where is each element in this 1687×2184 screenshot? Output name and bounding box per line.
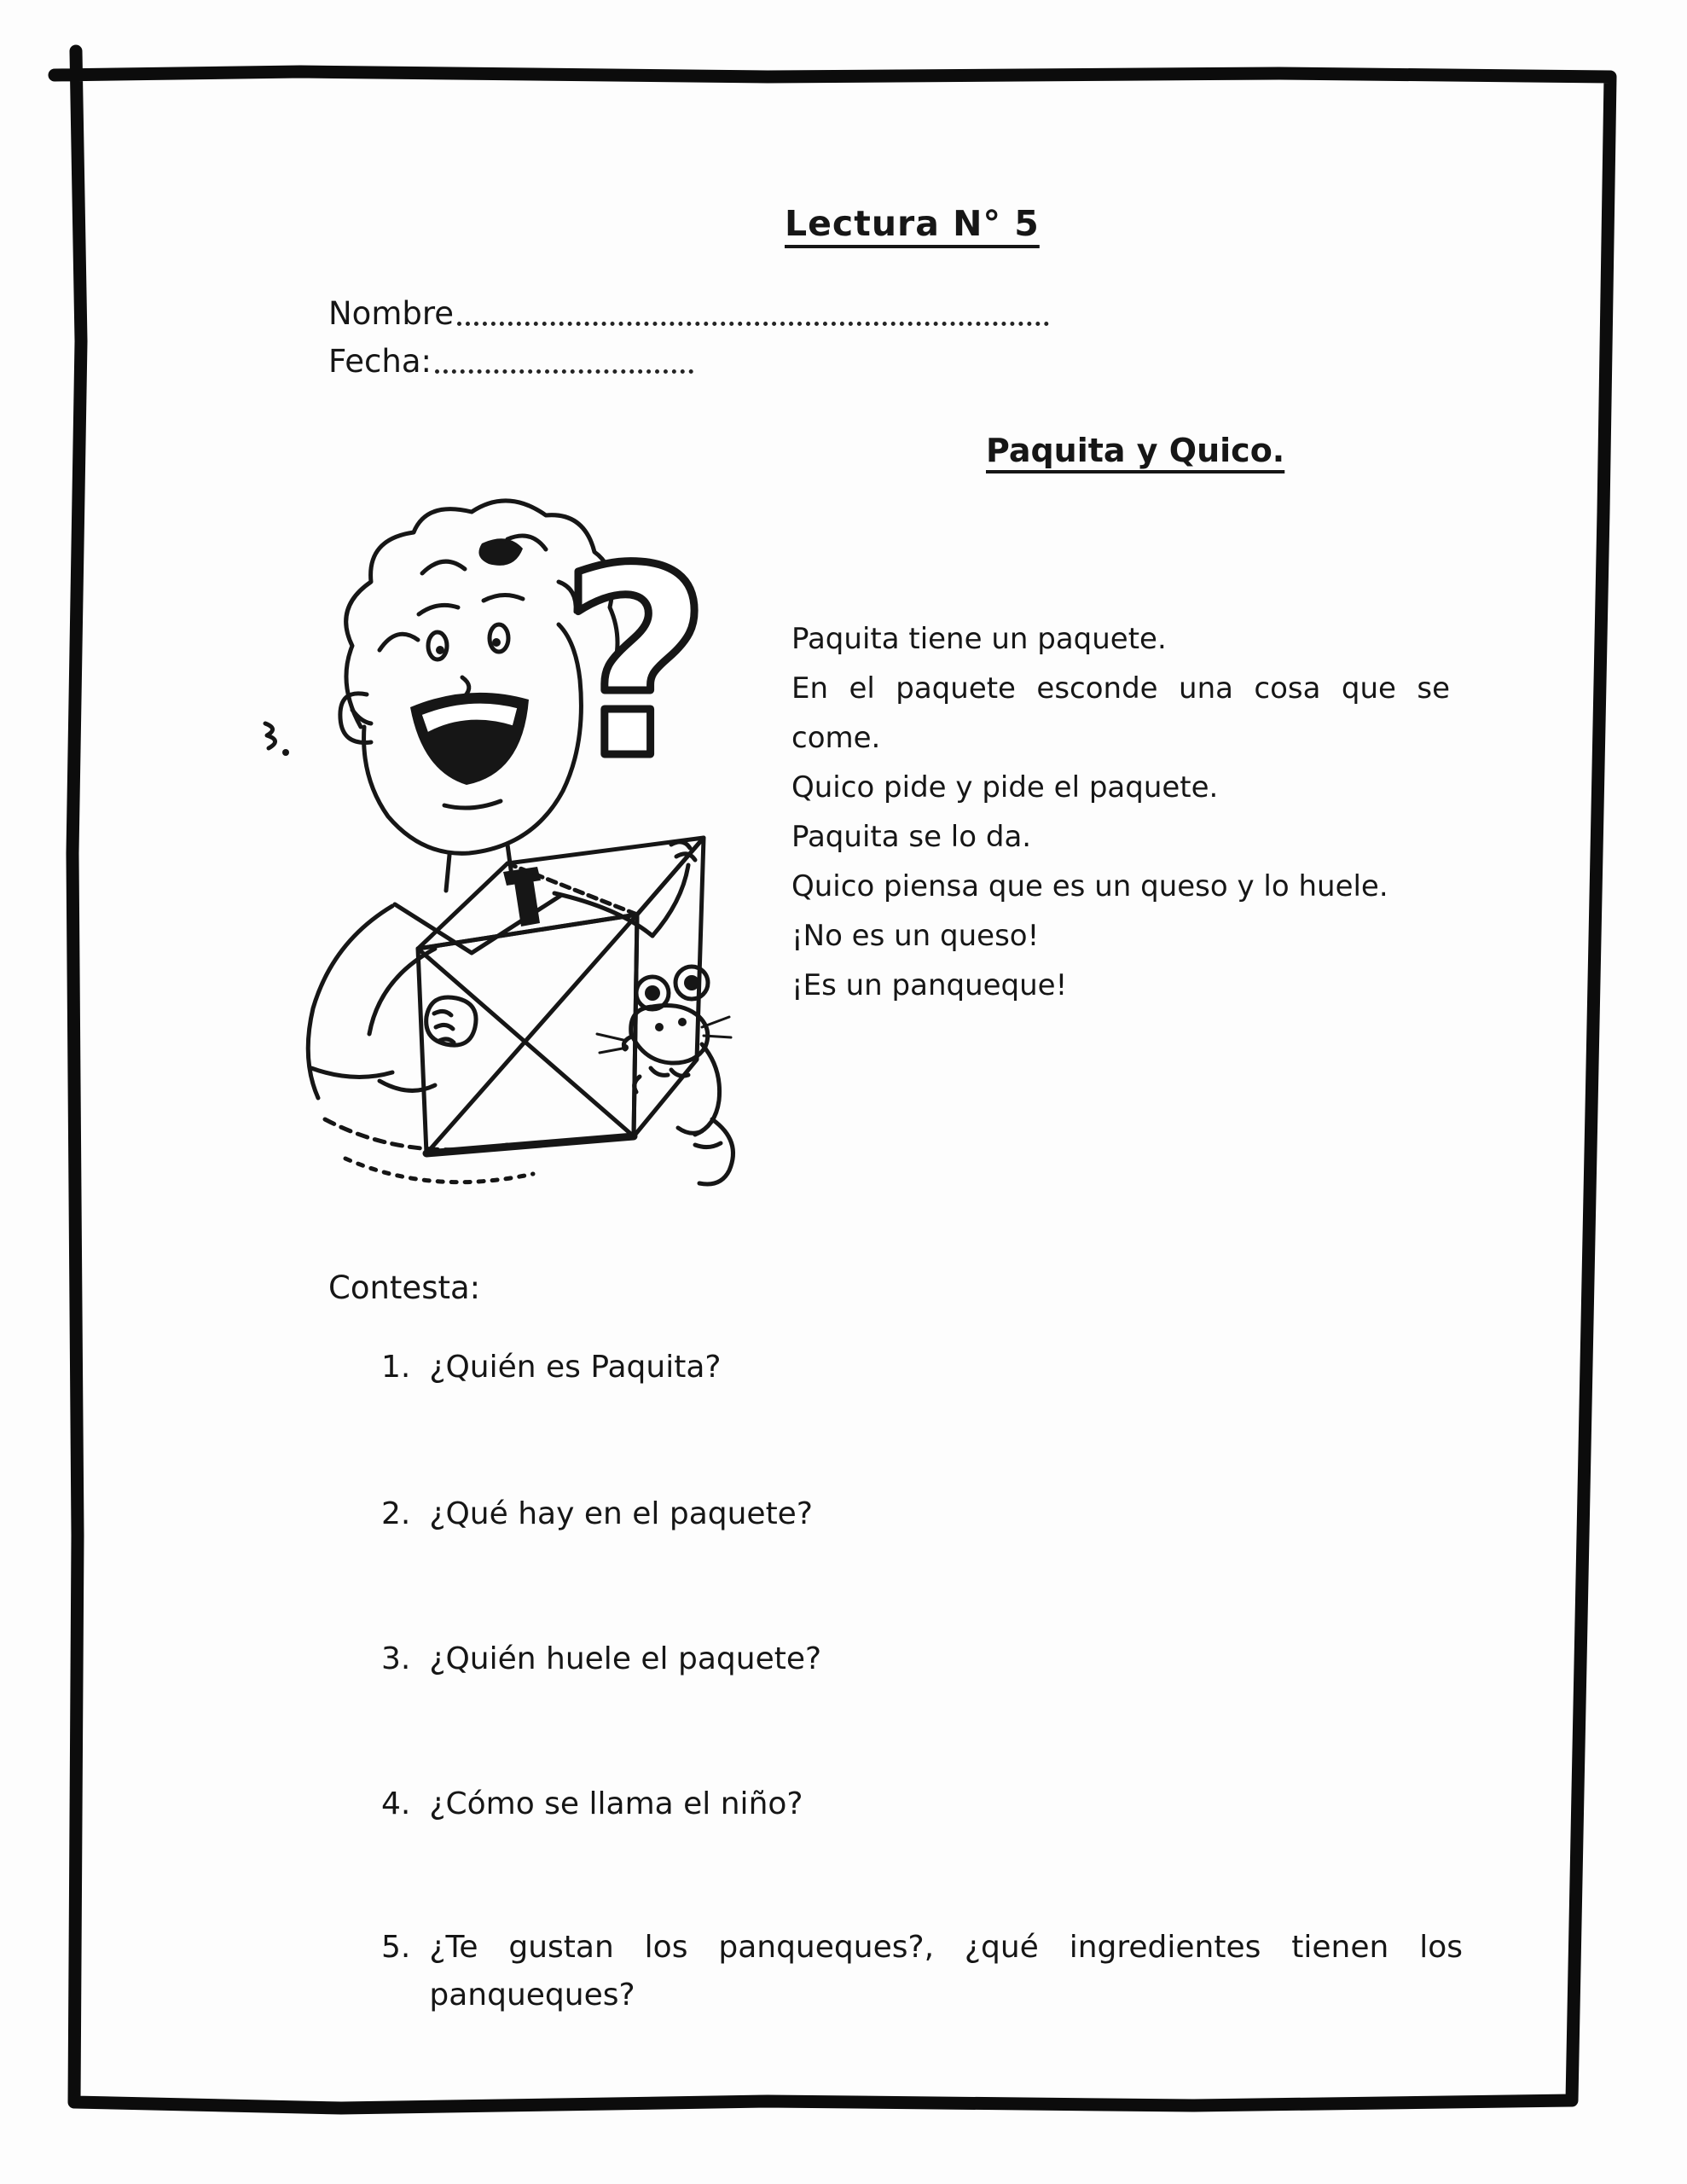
question-mark-icon bbox=[560, 513, 711, 816]
question-item bbox=[381, 1780, 803, 1828]
mouse-figure bbox=[597, 967, 733, 1184]
story-title: Paquita y Quico. bbox=[986, 432, 1285, 469]
question-item bbox=[381, 1635, 821, 1683]
question-item bbox=[381, 1490, 813, 1538]
stray-mark bbox=[265, 723, 289, 756]
worksheet-title: Lectura N° 5 bbox=[785, 203, 1040, 244]
question-text: ¿Qué hay en el paquete? bbox=[429, 1496, 813, 1531]
story-line: come. bbox=[791, 721, 881, 755]
story-line: ¡No es un queso! bbox=[791, 919, 1040, 953]
question-text: ¿Quién huele el paquete? bbox=[429, 1641, 822, 1676]
package-box bbox=[418, 838, 704, 1153]
svg-text:?: ? bbox=[560, 513, 711, 816]
story-line: Paquita se lo da. bbox=[791, 820, 1032, 854]
story-illustration bbox=[252, 471, 802, 1222]
question-number: 3. bbox=[381, 1641, 411, 1676]
question-number: 2. bbox=[381, 1496, 411, 1531]
story-line: Quico pide y pide el paquete. bbox=[791, 770, 1219, 804]
question-text bbox=[429, 1924, 1463, 2019]
name-blank-line[interactable] bbox=[457, 321, 1049, 326]
question-text-line: panqueques? bbox=[429, 1978, 635, 2013]
name-field-row bbox=[328, 295, 1049, 332]
name-label: Nombre bbox=[328, 295, 455, 332]
question-item bbox=[381, 1924, 1463, 2019]
question-number: 5. bbox=[381, 1930, 411, 1965]
question-number: 1. bbox=[381, 1350, 411, 1385]
date-blank-line[interactable] bbox=[435, 369, 693, 374]
question-text: ¿Quién es Paquita? bbox=[429, 1350, 722, 1385]
question-text: ¿Cómo se llama el niño? bbox=[429, 1786, 803, 1821]
question-item bbox=[381, 1344, 721, 1391]
story-line: ¡Es un panqueque! bbox=[791, 968, 1068, 1002]
questions-heading: Contesta: bbox=[328, 1269, 481, 1306]
date-label: Fecha: bbox=[328, 343, 432, 380]
story-text bbox=[791, 614, 1450, 1010]
story-line: En el paquete esconde una cosa que se bbox=[791, 671, 1450, 706]
story-line: Paquita tiene un paquete. bbox=[791, 622, 1167, 656]
date-field-row bbox=[328, 343, 693, 380]
question-text-line: ¿Te gustan los panqueques?, ¿qué ingredientes tienen los bbox=[429, 1930, 1463, 1965]
story-line: Quico piensa que es un queso y lo huele. bbox=[791, 869, 1388, 903]
question-number: 4. bbox=[381, 1786, 411, 1821]
